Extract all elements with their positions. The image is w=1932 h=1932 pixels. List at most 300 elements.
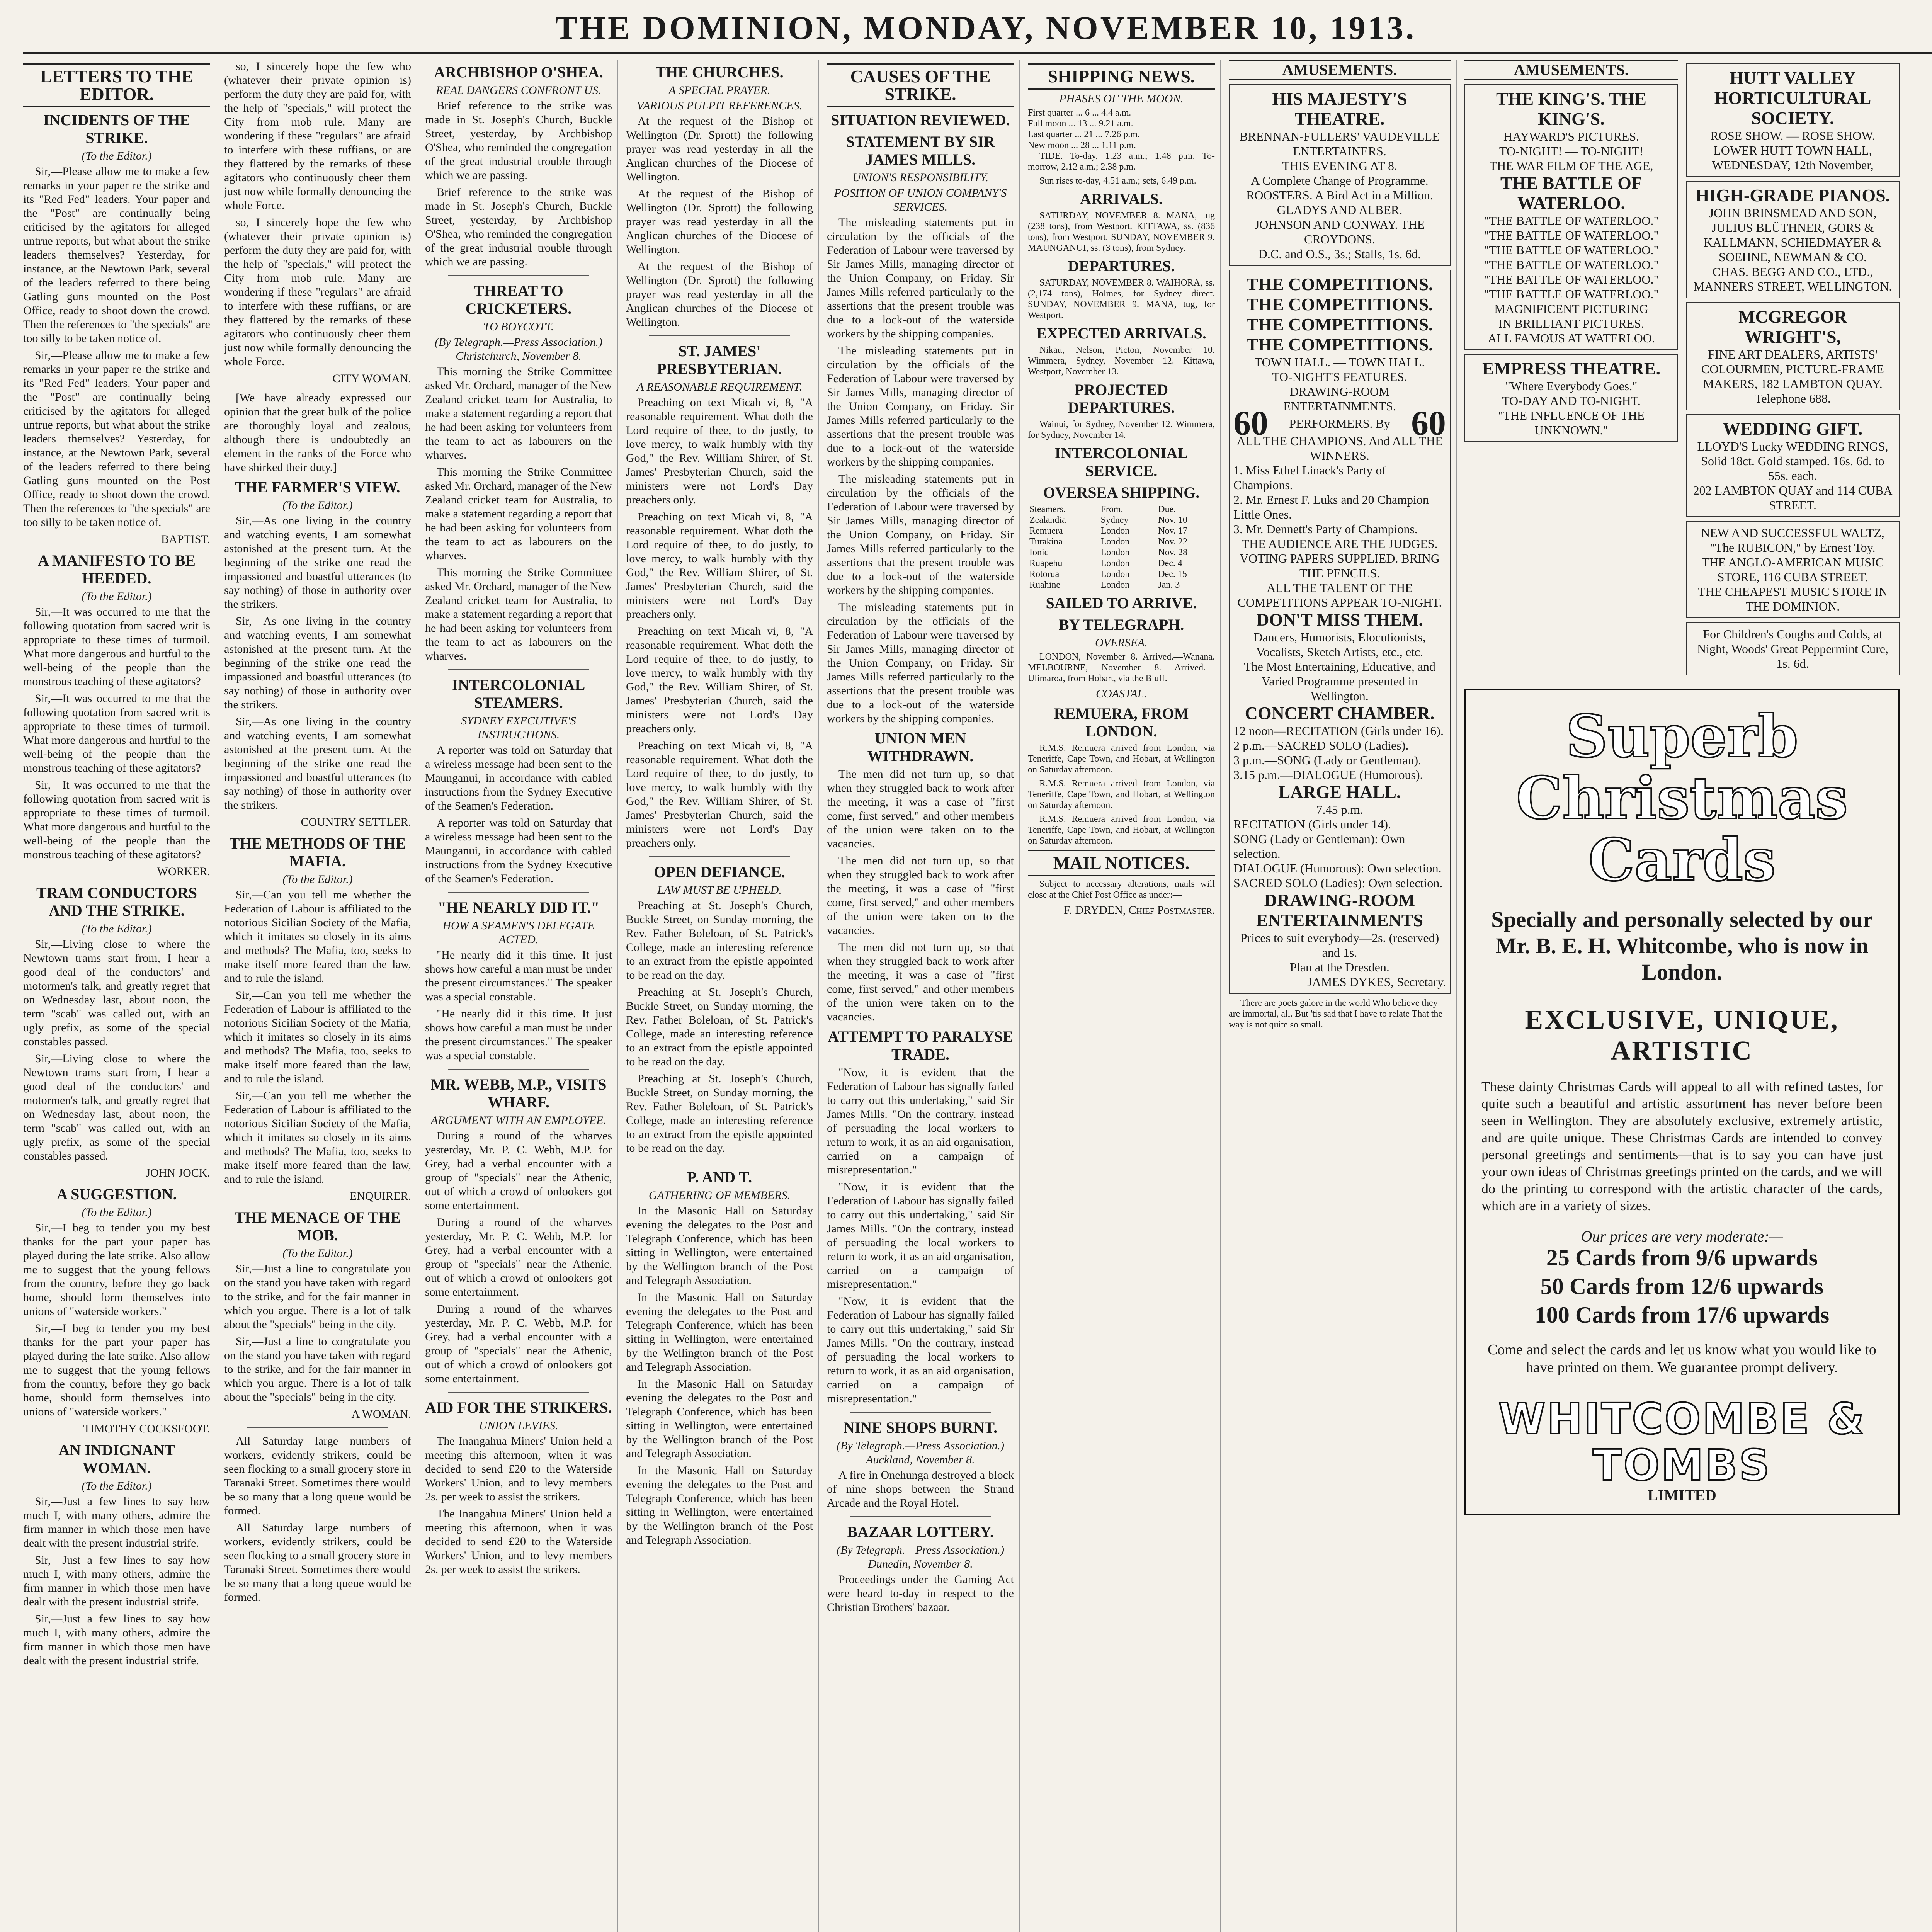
xmas-price: 50 Cards from 12/6 upwards xyxy=(1540,1274,1824,1299)
ad-line: 3. Mr. Dennett's Party of Champions. xyxy=(1233,522,1418,536)
article-body: The misleading statements put in circulation by the officials of the Federation of Labour were traversed by Sir James Mills, managing director of the Union Company, on Friday. Sir James Mills referred particularly to the assertions that the present trouble was due to a lock-out of the waterside workers by the shipping companies. xyxy=(827,601,1014,725)
article-heading: ARCHBISHOP O'SHEA. xyxy=(434,63,603,81)
divider xyxy=(649,856,790,857)
article-body: The men did not turn up, so that when they struggled back to work after the meeting, it was a case of "first come, first served," and other members of the union were taken on to the vacancies. xyxy=(827,768,1014,850)
article-body: Brief reference to the strike was made in St. Joseph's Church, Buckle Street, yesterday, by Archbishop O'Shea, who reminded the congregation of the great industrial trouble through which we are passing. xyxy=(425,99,612,182)
article-body: Brief reference to the strike was made in St. Joseph's Church, Buckle Street, yesterday, by Archbishop O'Shea, who reminded the congregation of the great industrial trouble through which we are passing. xyxy=(425,186,612,268)
ad-line: JOHNSON AND CONWAY. THE CROYDONS. xyxy=(1254,218,1425,246)
table-cell: Remuera xyxy=(1029,526,1063,536)
ad-title: THE KING'S. THE KING'S. xyxy=(1496,89,1646,129)
oversea-subheading: OVERSEA. xyxy=(1095,636,1148,649)
moon-phase: Last quarter ... 21 ... 7.26 p.m. xyxy=(1028,129,1140,139)
article-heading: CAUSES OF THE STRIKE. xyxy=(827,63,1014,107)
ad-line: 7.45 p.m. xyxy=(1316,803,1363,816)
xmas-title-2: Christmas Cards xyxy=(1516,764,1848,894)
ad-line: "THE BATTLE OF WATERLOO." xyxy=(1484,228,1659,242)
column-5 xyxy=(827,60,1020,1932)
article-body: Sir,—Just a few lines to say how much I, with many others, admire the firm manner in which those men have dealt with the present industrial strife. xyxy=(23,1495,210,1549)
xmas-prices-lead: Our prices are very moderate:— xyxy=(1581,1228,1783,1245)
ad-line: PERFORMERS. By xyxy=(1289,417,1390,430)
ad-line: ALL THE TALENT OF THE COMPETITIONS APPEAR TO-NIGHT. xyxy=(1237,581,1442,609)
section-header: LETTERS TO THE EDITOR. xyxy=(23,63,210,107)
article-body: A reporter was told on Saturday that a wireless message had been sent to the Maunganui, in accordance with cabled instructions from the Sydney Executive of the Seamen's Federation. xyxy=(425,816,612,885)
article-body: A reporter was told on Saturday that a wireless message had been sent to the Maunganui, in accordance with cabled instructions from the Sydney Executive of the Seamen's Federation. xyxy=(425,744,612,812)
competitions-ad xyxy=(1229,270,1451,994)
ad-line: ROSE SHOW. — ROSE SHOW. xyxy=(1710,129,1875,143)
article-subheading: SYDNEY EXECUTIVE'S INSTRUCTIONS. xyxy=(461,714,576,741)
column-4 xyxy=(626,60,819,1932)
ad-line: DIALOGUE (Humorous): Own selection. xyxy=(1233,861,1442,875)
ad-line: SONG (Lady or Gentleman): Own selection. xyxy=(1233,832,1405,861)
ad-line: THE ANGLO-AMERICAN MUSIC STORE, 116 CUBA STREET. xyxy=(1701,555,1884,584)
column-3 xyxy=(425,60,618,1932)
table-row xyxy=(1028,526,1215,536)
ad-line: TO-DAY AND TO-NIGHT. xyxy=(1502,394,1641,408)
article-heading: NINE SHOPS BURNT. xyxy=(843,1419,998,1436)
article-body: Preaching on text Micah vi, 8, "A reasonable requirement. What doth the Lord require of thee, to do justly, to love mercy, to walk humbly with thy God," the Rev. William Shirer, of St. James' Presbyterian Church, said the ministers were not Lord's Day preachers only. xyxy=(626,396,813,506)
table-row xyxy=(1028,558,1215,569)
divider xyxy=(247,1427,388,1428)
article-heading: THE FARMER'S VIEW. xyxy=(235,478,400,496)
article-heading: AID FOR THE STRIKERS. xyxy=(425,1399,612,1416)
right-ads xyxy=(1686,60,1900,679)
table-cell: Rotorua xyxy=(1029,569,1060,579)
article-body: Sir,—It was occurred to me that the following quotation from sacred writ is appropriate to these times of turmoil. What more dangerous and hurtful to the well-being of the people than the monstrous teaching of these agitators? xyxy=(23,605,210,688)
to-editor: (To the Editor.) xyxy=(82,1480,152,1492)
table-cell: Dec. 15 xyxy=(1158,569,1187,579)
ad-line: For Children's Coughs and Colds, at Night, Woods' Great Peppermint Cure, 1s. 6d. xyxy=(1697,627,1888,670)
ad-title: HIS MAJESTY'S THEATRE. xyxy=(1272,89,1407,129)
ad-line: FINE ART DEALERS, ARTISTS' COLOURMEN, PICTURE-FRAME MAKERS, 182 LAMBTON QUAY. xyxy=(1701,347,1884,391)
intercolonial-heading: INTERCOLONIAL SERVICE. xyxy=(1054,444,1188,480)
article-heading: INTERCOLONIAL STEAMERS. xyxy=(452,676,585,711)
ad-line: JOHN BRINSMEAD AND SON, JULIUS BLÜTHNER, GORS & KALLMANN, SCHIEDMAYER & SOEHNE, NEWMAN & CO. xyxy=(1704,206,1882,264)
article-body: "Now, it is evident that the Federation of Labour has signally failed to carry out this undertaking," said Sir James Mills. "On the contrary, instead of persuading the local workers to return to work, it as an aid organisation, carried on a campaign of misrepresentation." xyxy=(827,1180,1014,1291)
article-subheading: GATHERING OF MEMBERS. xyxy=(648,1189,791,1202)
kings-ad xyxy=(1464,84,1678,350)
ad-line: HAYWARD'S PICTURES. xyxy=(1503,129,1639,143)
article-body: The men did not turn up, so that when they struggled back to work after the meeting, it was a case of "first come, first served," and other members of the union were taken on to the vacancies. xyxy=(827,854,1014,937)
ad-line: 1. Miss Ethel Linack's Party of Champions. xyxy=(1233,463,1386,492)
article-heading: AN INDIGNANT WOMAN. xyxy=(58,1441,175,1476)
oversea-heading: OVERSEA SHIPPING. xyxy=(1043,484,1200,501)
to-editor: (To the Editor.) xyxy=(82,150,152,162)
article-body: A fire in Onehunga destroyed a block of nine shops between the Strand Arcade and the Royal Hotel. xyxy=(827,1469,1014,1509)
article-subheading: VARIOUS PULPIT REFERENCES. xyxy=(637,99,802,112)
to-editor: (To the Editor.) xyxy=(282,1247,353,1260)
xmas-come: Come and select the cards and let us know what you would like to have printed on them. We guarantee prompt delivery. xyxy=(1488,1342,1876,1376)
article-body: Sir,—Just a few lines to say how much I, with many others, admire the firm manner in which those men have dealt with the present industrial strife. xyxy=(23,1612,210,1667)
article-heading: "HE NEARLY DID IT." xyxy=(437,899,600,916)
ad-line: THE AUDIENCE ARE THE JUDGES. VOTING PAPERS SUPPLIED. BRING THE PENCILS. xyxy=(1239,537,1440,580)
article-body: The Inangahua Miners' Union held a meeting this afternoon, when it was decided to send £20 to the Waterside Workers' Union, and to levy members 2s. per week to assist the strikers. xyxy=(425,1507,612,1576)
ad-line: LARGE HALL. xyxy=(1278,782,1401,802)
ad-line: THE WAR FILM OF THE AGE, xyxy=(1489,159,1653,173)
article-subheading: A SPECIAL PRAYER. xyxy=(668,84,770,97)
performer-count: 60 xyxy=(1411,404,1446,442)
expected-body: Nikau, Nelson, Picton, November 10. Wimmera, Sydney, November 12. Kittawa, Westport, November 13. xyxy=(1028,345,1215,377)
table-cell: Sydney xyxy=(1100,515,1129,525)
article-subheading: POSITION OF UNION COMPANY'S SERVICES. xyxy=(834,187,1007,213)
signature: JOHN JOCK. xyxy=(146,1167,210,1179)
article-body: Sir,—Living close to where the Newtown trams start from, I hear a good deal of the conductors' and motormen's talk, and greatly regret that on Wednesday last, about noon, the term "scab" was called out, with an ugly prefix, as some of the special constables passed. xyxy=(23,938,210,1048)
dateline: (By Telegraph.—Press Association.) Dunedin, November 8. xyxy=(837,1544,1004,1570)
article-body: The misleading statements put in circulation by the officials of the Federation of Labour were traversed by Sir James Mills, managing director of the Union Company, on Friday. Sir James Mills referred particularly to the assertions that the present trouble was due to a lock-out of the waterside workers by the shipping companies. xyxy=(827,344,1014,468)
article-body: Sir,—Just a line to congratulate you on the stand you have taken with regard to the strike, and for the fair manner in which you argue. There is a lot of talk about the "specials" being in the city. xyxy=(224,1262,411,1331)
ad-line: 12 noon—RECITATION (Girls under 16). xyxy=(1233,724,1444,738)
projected-body: Wainui, for Sydney, November 12. Wimmera, for Sydney, November 14. xyxy=(1028,419,1215,440)
piano-ad xyxy=(1686,181,1900,298)
sailed-heading: SAILED TO ARRIVE. xyxy=(1046,594,1197,612)
column-6 xyxy=(1028,60,1221,1932)
tide-info: TIDE. To-day, 1.23 a.m.; 1.48 p.m. To-morrow, 2.12 a.m.; 2.38 p.m. xyxy=(1028,151,1215,172)
ad-line: TO-NIGHT'S FEATURES. xyxy=(1272,370,1408,384)
mcgregor-ad xyxy=(1686,302,1900,410)
ad-line: LLOYD'S Lucky WEDDING RINGS, Solid 18ct. Gold stamped. 16s. 6d. to 55s. each. xyxy=(1697,439,1888,483)
ad-line: Telephone 688. xyxy=(1755,391,1831,405)
columns xyxy=(23,60,1932,1932)
to-editor: (To the Editor.) xyxy=(282,499,353,512)
signature: ENQUIRER. xyxy=(349,1190,411,1202)
signature: BAPTIST. xyxy=(161,533,210,546)
coastal-subheading: COASTAL. xyxy=(1096,687,1147,700)
article-heading: ST. JAMES' PRESBYTERIAN. xyxy=(657,342,782,378)
moon-phase: New moon ... 28 ... 1.11 p.m. xyxy=(1028,140,1136,150)
article-heading: THE CHURCHES. xyxy=(655,63,784,81)
article-body: Sir,—Just a few lines to say how much I, with many others, admire the firm manner in which those men have dealt with the present industrial strife. xyxy=(23,1554,210,1608)
signature: CITY WOMAN. xyxy=(332,372,411,385)
ad-line: The Most Entertaining, Educative, and Varied Programme presented in Wellington. xyxy=(1244,660,1435,703)
remuera-body: R.M.S. Remuera arrived from London, via Teneriffe, Cape Town, and Hobart, at Wellington on Saturday afternoon. xyxy=(1028,743,1215,775)
his-majestys-ad xyxy=(1229,84,1451,266)
ad-line: Dancers, Humorists, Elocutionists, Vocalists, Sketch Artists, etc., etc. xyxy=(1253,630,1426,659)
telegraph-heading: BY TELEGRAPH. xyxy=(1058,616,1184,633)
right-upper xyxy=(1464,60,1900,679)
whitcombe-tombs-limited: LIMITED xyxy=(1648,1486,1716,1504)
dateline: (By Telegraph.—Press Association.) Christchurch, November 8. xyxy=(435,336,602,362)
divider xyxy=(448,669,589,670)
article-body: Preaching at St. Joseph's Church, Buckle Street, on Sunday morning, the Rev. Father Boleloan, of St. Patrick's College, made an interesting reference to an extract from the epistle appointed to be read on the day. xyxy=(626,986,813,1068)
ad-line: CONCERT CHAMBER. xyxy=(1245,703,1435,723)
article-body: Preaching on text Micah vi, 8, "A reasonable requirement. What doth the Lord require of thee, to do justly, to love mercy, to walk humbly with thy God," the Rev. William Shirer, of St. James' Presbyterian Church, said the ministers were not Lord's Day preachers only. xyxy=(626,739,813,849)
column-8 xyxy=(1464,60,1905,1932)
ad-line: TOWN HALL. — TOWN HALL. xyxy=(1254,355,1425,369)
divider xyxy=(448,1392,589,1393)
table-row xyxy=(1028,569,1215,580)
ad-line: D.C. and O.S., 3s.; Stalls, 1s. 6d. xyxy=(1258,247,1421,261)
hutt-ad xyxy=(1686,63,1900,177)
shipping-table xyxy=(1028,504,1215,590)
divider xyxy=(448,1069,589,1070)
expected-heading: EXPECTED ARRIVALS. xyxy=(1036,325,1206,342)
article-body: Sir,—Can you tell me whether the Federation of Labour is affiliated to the notorious Sicilian Society of the Mafia, which it imitates so closely in its aims and methods? The Mafia, too, seeks to make itself more feared than the law, and to rule the island. xyxy=(224,989,411,1085)
article-body: In the Masonic Hall on Saturday evening the delegates to the Post and Telegraph Conference, which has been sitting in Wellington, were entertained by the Wellington branch of the Post and Telegraph Association. xyxy=(626,1204,813,1287)
ad-line: ALL FAMOUS AT WATERLOO. xyxy=(1488,331,1655,345)
article-body: Sir,—As one living in the country and watching events, I am somewhat astonished at the present turn. At the beginning of the strike one read the impassioned and boastful utterances (to say nothing) of those in authority over the strikers. xyxy=(224,514,411,611)
ad-line: "THE BATTLE OF WATERLOO." xyxy=(1484,243,1659,257)
article-body: Sir,—Please allow me to make a few remarks in your paper re the strike and its "Red Fed" leaders. Your paper and the "Post" are continually being criticised by the agitators for alleged untrue reports, but what about the strike leaders themselves? Yesterday, for instance, at the Newtown Park, several of the leaders referred to there being Gatling guns mounted on the Post Office, ready to shoot down the crowd. Then the references to "the specials" are too silly to be taken notice of. xyxy=(23,165,210,345)
article-body: During a round of the wharves yesterday, Mr. P. C. Webb, M.P. for Grey, had a verbal encounter with a group of "specials" near the Athenic, out of which a crowd of onlookers got some entertainment. xyxy=(425,1303,612,1385)
ad-line: GLADYS AND ALBER. xyxy=(1277,203,1403,217)
mail-body: Subject to necessary alterations, mails will close at the Chief Post Office as under:— xyxy=(1028,879,1215,900)
table-cell: Nov. 28 xyxy=(1158,548,1188,558)
article-body: This morning the Strike Committee asked Mr. Orchard, manager of the New Zealand cricket team for Australia, to make a statement regarding a report that he had been asking for volunteers from the team to act as labourers on the wharves. xyxy=(425,566,612,662)
sun-info: Sun rises to-day, 4.51 a.m.; sets, 6.49 p.m. xyxy=(1039,176,1196,186)
article-body: Sir,—Please allow me to make a few remarks in your paper re the strike and its "Red Fed" leaders. Your paper and the "Post" are continually being criticised by the agitators for alleged untrue reports, but what about the strike leaders themselves? Yesterday, for instance, at the Newtown Park, several of the leaders referred to there being Gatling guns mounted on the Post Office, ready to shoot down the crowd. Then the references to "the specials" are too silly to be taken notice of. xyxy=(23,349,210,529)
moon-phase: Full moon ... 13 ... 9.21 a.m. xyxy=(1028,119,1133,129)
departures-body: SATURDAY, NOVEMBER 8. WAIHORA, ss. (2,174 tons), Holmes, for Sydney direct. SUNDAY, NOVEMBER 9. MANA, tug, for Westport. xyxy=(1028,278,1215,320)
article-body: Preaching on text Micah vi, 8, "A reasonable requirement. What doth the Lord require of thee, to do justly, to love mercy, to walk humbly with thy God," the Rev. William Shirer, of St. James' Presbyterian Church, said the ministers were not Lord's Day preachers only. xyxy=(626,625,813,735)
arrivals-heading: ARRIVALS. xyxy=(1080,190,1163,207)
moon-phase: First quarter ... 6 ... 4.4 a.m. xyxy=(1028,108,1131,118)
article-heading: INCIDENTS OF THE STRIKE. xyxy=(43,111,190,146)
section-subheading: UNION MEN WITHDRAWN. xyxy=(867,730,974,765)
divider xyxy=(448,892,589,893)
article-body: Sir,—Can you tell me whether the Federation of Labour is affiliated to the notorious Sicilian Society of the Mafia, which it imitates so closely in its aims and methods? The Mafia, too, seeks to make itself more feared than the law, and to rule the island. xyxy=(224,1089,411,1185)
ad-line: NEW AND SUCCESSFUL WALTZ, "The RUBICON," by Ernest Toy. xyxy=(1701,526,1884,554)
article-body: In the Masonic Hall on Saturday evening the delegates to the Post and Telegraph Conference, which has been sitting in Wellington, were entertained by the Wellington branch of the Post and Telegraph Association. xyxy=(626,1291,813,1373)
ad-line: DON'T MISS THEM. xyxy=(1256,610,1423,629)
article-subheading: REAL DANGERS CONFRONT US. xyxy=(436,84,601,97)
table-row xyxy=(1028,547,1215,558)
ad-title: THE COMPETITIONS. xyxy=(1246,315,1433,334)
xmas-body: These dainty Christmas Cards will appeal to all with refined tastes, for quite such a beautiful and artistic assortment has never before been seen in Wellington. They are absolutely exclusive, extremely artistic, and are quite unique. These Christmas Cards are intended to convey personal greetings and sentiments—that is to say you can have just your own ideas of Christmas greetings printed on the cards, and we will do the printing to correspond with the artistic character of the cards, which are in a variety of sizes. xyxy=(1481,1079,1883,1213)
ad-line: SACRED SOLO (Ladies): Own selection. xyxy=(1233,876,1443,890)
xmas-price: 25 Cards from 9/6 upwards xyxy=(1546,1245,1818,1270)
article-subheading: HOW A SEAMEN'S DELEGATE ACTED. xyxy=(442,919,595,946)
ad-line: "THE BATTLE OF WATERLOO." xyxy=(1484,272,1659,286)
ad-line: ROOSTERS. A Bird Act in a Million. xyxy=(1246,188,1433,202)
projected-heading: PROJECTED DEPARTURES. xyxy=(1068,381,1175,416)
ad-line: "THE INFLUENCE OF THE UNKNOWN." xyxy=(1498,408,1645,437)
table-cell: Due. xyxy=(1158,504,1176,514)
remuera-body: R.M.S. Remuera arrived from London, via Teneriffe, Cape Town, and Hobart, at Wellington on Saturday afternoon. xyxy=(1028,814,1215,846)
ad-line: THIS EVENING AT 8. xyxy=(1282,159,1398,173)
ad-line: "THE BATTLE OF WATERLOO." xyxy=(1484,258,1659,272)
table-cell: London xyxy=(1100,548,1130,558)
section-header: SHIPPING NEWS. xyxy=(1028,63,1215,90)
xmas-lead: Specially and personally selected by our Mr. B. E. H. Whitcombe, who is now in London. xyxy=(1491,907,1873,985)
table-cell: Zealandia xyxy=(1029,515,1066,525)
article-subheading: ARGUMENT WITH AN EMPLOYEE. xyxy=(431,1114,606,1127)
article-body: This morning the Strike Committee asked Mr. Orchard, manager of the New Zealand cricket team for Australia, to make a statement regarding a report that he had been asking for volunteers from the team to act as labourers on the wharves. xyxy=(425,466,612,562)
table-cell: Ruahine xyxy=(1029,580,1060,590)
remuera-heading: REMUERA, FROM LONDON. xyxy=(1054,705,1189,740)
ad-line: DRAWING-ROOM ENTERTAINMENTS xyxy=(1256,890,1423,930)
performers-row xyxy=(1233,404,1446,442)
dateline: (By Telegraph.—Press Association.) Auckland, November 8. xyxy=(837,1439,1004,1466)
article-body: In the Masonic Hall on Saturday evening the delegates to the Post and Telegraph Conference, which has been sitting in Wellington, were entertained by the Wellington branch of the Post and Telegraph Association. xyxy=(626,1464,813,1546)
amusements-right xyxy=(1464,60,1678,679)
ad-line: DRAWING-ROOM ENTERTAINMENTS. xyxy=(1283,384,1396,413)
article-body: In the Masonic Hall on Saturday evening the delegates to the Post and Telegraph Conference, which has been sitting in Wellington, were entertained by the Wellington branch of the Post and Telegraph Association. xyxy=(626,1378,813,1460)
ad-line: RECITATION (Girls under 14). xyxy=(1233,817,1391,831)
signature: TIMOTHY COCKSFOOT. xyxy=(83,1422,210,1435)
table-cell: From. xyxy=(1100,504,1123,514)
ad-title: EMPRESS THEATRE. xyxy=(1482,359,1660,378)
ad-title: THE COMPETITIONS. xyxy=(1246,294,1433,314)
table-cell: Dec. 4 xyxy=(1158,558,1182,568)
article-body: The misleading statements put in circulation by the officials of the Federation of Labour were traversed by Sir James Mills, managing director of the Union Company, on Friday. Sir James Mills referred particularly to the assertions that the present trouble was due to a lock-out of the waterside workers by the shipping companies. xyxy=(827,216,1014,340)
article-body: "Now, it is evident that the Federation of Labour has signally failed to carry out this undertaking," said Sir James Mills. "On the contrary, instead of persuading the local workers to return to work, it as an aid organisation, carried on a campaign of misrepresentation." xyxy=(827,1066,1014,1176)
ad-line: TO-NIGHT! — TO-NIGHT! xyxy=(1499,144,1644,158)
article-heading: MR. WEBB, M.P., VISITS WHARF. xyxy=(430,1076,607,1111)
ad-line: 3 p.m.—SONG (Lady or Gentleman). xyxy=(1233,753,1422,767)
article-body: Sir,—I beg to tender you my best thanks for the part your paper has played during the late strike. Also allow me to suggest that the young fellows from the country, before they go back home, should form themselves into unions of "waterside workers." xyxy=(23,1322,210,1418)
article-heading: A SUGGESTION. xyxy=(56,1185,177,1203)
article-body: Sir,—It was occurred to me that the following quotation from sacred writ is appropriate to these times of turmoil. What more dangerous and hurtful to the well-being of the people than the monstrous teaching of these agitators? xyxy=(23,692,210,774)
article-heading: THREAT TO CRICKETERS. xyxy=(465,282,572,317)
ad-line: MAGNIFICENT PICTURING xyxy=(1494,302,1648,316)
article-body: At the request of the Bishop of Wellington (Dr. Sprott) the following prayer was read yesterday in all the Anglican churches of the Diocese of Wellington. xyxy=(626,115,813,183)
signature: F. DRYDEN, Chief Postmaster. xyxy=(1064,904,1215,917)
ad-line: Prices to suit everybody—2s. (reserved) and 1s. xyxy=(1240,931,1439,959)
xmas-title-1: Superb xyxy=(1566,702,1798,770)
editor-note: [We have already expressed our opinion that the great bulk of the police are thoroughly loyal and zealous, although there is undoubtedly an element in the ranks of the Force who have shirked their duty.] xyxy=(224,391,411,474)
signature: COUNTRY SETTLER. xyxy=(301,816,411,828)
article-body: Sir,—Living close to where the Newtown trams start from, I hear a good deal of the conductors' and motormen's talk, and greatly regret that on Wednesday last, about noon, the term "scab" was called out, with an ugly prefix, as some of the special constables passed. xyxy=(23,1052,210,1162)
ad-line: BRENNAN-FULLERS' VAUDEVILLE ENTERTAINERS. xyxy=(1240,129,1440,158)
article-subheading: UNION LEVIES. xyxy=(479,1419,558,1432)
ad-line: JAMES DYKES, Secretary. xyxy=(1307,975,1446,989)
article-body: During a round of the wharves yesterday, Mr. P. C. Webb, M.P. for Grey, had a verbal encounter with a group of "specials" near the Athenic, out of which a crowd of onlookers got some entertainment. xyxy=(425,1216,612,1298)
whitcombe-tombs-logo: WHITCOMBE & TOMBS xyxy=(1498,1394,1866,1490)
coughs-ad xyxy=(1686,622,1900,675)
ad-line: LOWER HUTT TOWN HALL, xyxy=(1713,143,1872,157)
article-body: All Saturday large numbers of workers, evidently strikers, could be seen flocking to a small grocery store in Taranaki Street. Sometimes there would be so many that a long queue would be formed. xyxy=(224,1435,411,1517)
article-body: The misleading statements put in circulation by the officials of the Federation of Labour were traversed by Sir James Mills, managing director of the Union Company, on Friday. Sir James Mills referred particularly to the assertions that the present trouble was due to a lock-out of the waterside workers by the shipping companies. xyxy=(827,473,1014,597)
table-cell: London xyxy=(1100,526,1130,536)
signature: A WOMAN. xyxy=(351,1408,411,1420)
ad-title: HIGH-GRADE PIANOS. xyxy=(1695,185,1890,205)
ad-title: THE COMPETITIONS. xyxy=(1246,335,1433,354)
ad-line: Plan at the Dresden. xyxy=(1290,960,1389,974)
ad-line: 2. Mr. Ernest F. Luks and 20 Champion Little Ones. xyxy=(1233,493,1429,521)
article-subheading: SITUATION REVIEWED. xyxy=(831,111,1010,129)
table-row xyxy=(1028,515,1215,526)
amusements-header: AMUSEMENTS. xyxy=(1229,60,1451,80)
table-cell: Nov. 17 xyxy=(1158,526,1188,536)
article-body: so, I sincerely hope the few who (whatever their private opinion is) perform the duty they are paid for, with the help of "specials," will protect the City from mob rule. Many are wondering if these "regulars" are afraid to interfere with these ruffians, or are they flattered by the remarks of these agitators who continuously cheer them just now while formally denouncing the whole Force. xyxy=(224,60,411,212)
article-heading: BAZAAR LOTTERY. xyxy=(847,1523,994,1541)
table-row xyxy=(1028,536,1215,547)
ad-title: THE COMPETITIONS. xyxy=(1246,274,1433,294)
to-editor: (To the Editor.) xyxy=(282,873,353,886)
table-cell: Ionic xyxy=(1029,548,1049,558)
cure-ad: There are poets galore in the world Who believe they are immortal, all. But 'tis sad that I have to relate That the way is not quite so small. xyxy=(1229,998,1443,1030)
article-body: During a round of the wharves yesterday, Mr. P. C. Webb, M.P. for Grey, had a verbal encounter with a group of "specials" near the Athenic, out of which a crowd of onlookers got some entertainment. xyxy=(425,1129,612,1212)
ad-line: THE CHEAPEST MUSIC STORE IN THE DOMINION. xyxy=(1697,585,1888,613)
article-body: Sir,—I beg to tender you my best thanks for the part your paper has played during the late strike. Also allow me to suggest that the young fellows from the country, before they go back home, should form themselves into unions of "waterside workers." xyxy=(23,1221,210,1318)
divider xyxy=(649,335,790,336)
article-body: Sir,—Can you tell me whether the Federation of Labour is affiliated to the notorious Sicilian Society of the Mafia, which it imitates so closely in its aims and methods? The Mafia, too, seeks to make itself more feared than the law, and to rule the island. xyxy=(224,888,411,985)
ad-line: A Complete Change of Programme. xyxy=(1251,173,1429,187)
article-body: Sir,—Just a line to congratulate you on the stand you have taken with regard to the strike, and for the fair manner in which you argue. There is a lot of talk about the "specials" being in the city. xyxy=(224,1335,411,1403)
article-body: Preaching at St. Joseph's Church, Buckle Street, on Sunday morning, the Rev. Father Boleloan, of St. Patrick's College, made an interesting reference to an extract from the epistle appointed to be read on the day. xyxy=(626,1072,813,1155)
article-body: so, I sincerely hope the few who (whatever their private opinion is) perform the duty they are paid for, with the help of "specials," will protect the City from mob rule. Many are wondering if these "regulars" are afraid to interfere with these ruffians, or are they flattered by the remarks of these agitators who continuously cheer them just now while formally denouncing the whole Force. xyxy=(224,216,411,368)
ad-line: "THE BATTLE OF WATERLOO." xyxy=(1484,214,1659,228)
article-subheading: LAW MUST BE UPHELD. xyxy=(657,884,782,896)
ad-line: WEDNESDAY, 12th November, xyxy=(1712,158,1874,172)
ad-line: 2 p.m.—SACRED SOLO (Ladies). xyxy=(1233,738,1409,752)
departures-heading: DEPARTURES. xyxy=(1068,257,1175,275)
article-subheading: UNION'S RESPONSIBILITY. xyxy=(852,171,988,184)
article-body: All Saturday large numbers of workers, evidently strikers, could be seen flocking to a small grocery store in Taranaki Street. Sometimes there would be so many that a long queue would be formed. xyxy=(224,1521,411,1604)
table-cell: London xyxy=(1100,558,1130,568)
divider xyxy=(448,275,589,276)
article-body: At the request of the Bishop of Wellington (Dr. Sprott) the following prayer was read yesterday in all the Anglican churches of the Diocese of Wellington. xyxy=(626,187,813,256)
ad-title: MCGREGOR WRIGHT'S, xyxy=(1738,307,1847,347)
article-heading: A MANIFESTO TO BE HEEDED. xyxy=(38,552,196,587)
waltz-ad xyxy=(1686,521,1900,618)
table-cell: Ruapehu xyxy=(1029,558,1063,568)
ad-title: HUTT VALLEY HORTICULTURAL SOCIETY. xyxy=(1714,68,1871,128)
article-body: "Now, it is evident that the Federation of Labour has signally failed to carry out this undertaking," said Sir James Mills. "On the contrary, instead of persuading the local workers to return to work, it as an aid organisation, carried on a campaign of misrepresentation." xyxy=(827,1295,1014,1405)
ad-line: IN BRILLIANT PICTURES. xyxy=(1498,316,1645,330)
remuera-body: R.M.S. Remuera arrived from London, via Teneriffe, Cape Town, and Hobart, at Wellington on Saturday afternoon. xyxy=(1028,779,1215,810)
article-body: Preaching at St. Joseph's Church, Buckle Street, on Sunday morning, the Rev. Father Boleloan, of St. Patrick's College, made an interesting reference to an extract from the epistle appointed to be read on the day. xyxy=(626,899,813,981)
article-heading: THE METHODS OF THE MAFIA. xyxy=(229,835,406,870)
table-cell: Nov. 22 xyxy=(1158,537,1188,547)
article-body: This morning the Strike Committee asked Mr. Orchard, manager of the New Zealand cricket team for Australia, to make a statement regarding a report that he had been asking for volunteers from the team to act as labourers on the wharves. xyxy=(425,365,612,461)
article-body: Preaching on text Micah vi, 8, "A reasonable requirement. What doth the Lord require of thee, to do justly, to love mercy, to walk humbly with thy God," the Rev. William Shirer, of St. James' Presbyterian Church, said the ministers were not Lord's Day preachers only. xyxy=(626,510,813,621)
ad-line: 3.15 p.m.—DIALOGUE (Humorous). xyxy=(1233,768,1423,782)
table-cell: Nov. 10 xyxy=(1158,515,1188,525)
ad-line: "Where Everybody Goes." xyxy=(1505,379,1638,393)
article-body: The Inangahua Miners' Union held a meeting this afternoon, when it was decided to send £20 to the Waterside Workers' Union, and to levy members 2s. per week to assist the strikers. xyxy=(425,1435,612,1503)
wedding-ad xyxy=(1686,414,1900,517)
christmas-cards-ad xyxy=(1464,689,1900,1515)
table-cell: Jan. 3 xyxy=(1158,580,1180,590)
article-body: "He nearly did it this time. It just shows how careful a man must be under the present circumstances." The speaker was a special constable. xyxy=(425,949,612,1003)
table-cell: Turakina xyxy=(1029,537,1063,547)
article-subheading: STATEMENT BY SIR JAMES MILLS. xyxy=(846,133,995,168)
section-subheading: ATTEMPT TO PARALYSE TRADE. xyxy=(828,1028,1013,1063)
article-body: Sir,—It was occurred to me that the following quotation from sacred writ is appropriate to these times of turmoil. What more dangerous and hurtful to the well-being of the people than the monstrous teaching of these agitators? xyxy=(23,779,210,861)
ad-line: 202 LAMBTON QUAY and 114 CUBA STREET. xyxy=(1693,483,1893,512)
article-heading: TRAM CONDUCTORS AND THE STRIKE. xyxy=(36,884,197,919)
empress-ad xyxy=(1464,354,1678,442)
article-body: At the request of the Bishop of Wellington (Dr. Sprott) the following prayer was read yesterday in all the Anglican churches of the Diocese of Wellington. xyxy=(626,260,813,328)
article-body: Sir,—As one living in the country and watching events, I am somewhat astonished at the present turn. At the beginning of the strike one read the impassioned and boastful utterances (to say nothing) of those in authority over the strikers. xyxy=(224,715,411,811)
article-body: Proceedings under the Gaming Act were heard to-day in respect to the Christian Brothers' bazaar. xyxy=(827,1573,1014,1614)
table-row xyxy=(1028,504,1215,515)
article-subheading: A REASONABLE REQUIREMENT. xyxy=(637,381,802,393)
ad-line: "THE BATTLE OF WATERLOO." xyxy=(1484,287,1659,301)
article-body: "He nearly did it this time. It just shows how careful a man must be under the present circumstances." The speaker was a special constable. xyxy=(425,1007,612,1062)
arrivals-body: SATURDAY, NOVEMBER 8. MANA, tug (238 tons), from Westport. KITTAWA, ss. (836 tons), from Westport. SUNDAY, NOVEMBER 9. MAUNGANUI, ss. (3 tons), from Sydney. xyxy=(1028,211,1215,253)
amusements-header: AMUSEMENTS. xyxy=(1464,60,1678,80)
column-7 xyxy=(1229,60,1457,1932)
performer-count: 60 xyxy=(1233,404,1268,442)
table-cell: London xyxy=(1100,537,1130,547)
article-heading: THE MENACE OF THE MOB. xyxy=(234,1209,401,1244)
oversea-body: LONDON, November 8. Arrived.—Wanana. MELBOURNE, November 8. Arrived.—Ulimaroa, from Hobart, via the Bluff. xyxy=(1028,652,1215,684)
column-1 xyxy=(23,60,216,1932)
divider xyxy=(850,1412,991,1413)
article-body: The men did not turn up, so that when they struggled back to work after the meeting, it was a case of "first come, first served," and other members of the union were taken on to the vacancies. xyxy=(827,941,1014,1023)
to-editor: (To the Editor.) xyxy=(82,590,152,603)
ad-title: WEDDING GIFT. xyxy=(1723,419,1863,439)
to-editor: (To the Editor.) xyxy=(82,922,152,935)
article-heading: P. AND T. xyxy=(687,1168,752,1186)
table-row xyxy=(1028,580,1215,590)
article-heading: OPEN DEFIANCE. xyxy=(653,863,786,881)
xmas-exclusive: EXCLUSIVE, UNIQUE, ARTISTIC xyxy=(1525,1005,1839,1066)
ad-line: ALL THE CHAMPIONS. And ALL THE WINNERS. xyxy=(1236,434,1443,463)
signature: WORKER. xyxy=(157,865,210,878)
ad-line: THE BATTLE OF WATERLOO. xyxy=(1500,173,1643,213)
